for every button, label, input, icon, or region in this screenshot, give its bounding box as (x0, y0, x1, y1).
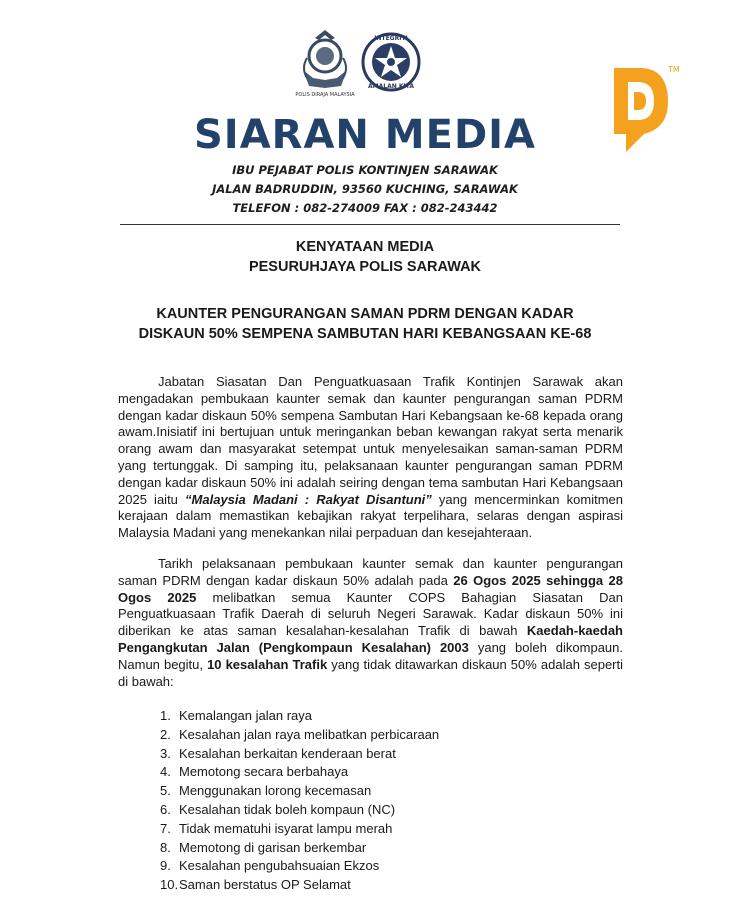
list-item: 1. Kemalangan jalan raya (160, 708, 312, 723)
logos (285, 28, 425, 98)
headline-line-1: KAUNTER PENGURANGAN SAMAN PDRM DENGAN KADAR (156, 306, 574, 322)
statement-subtitle: PESURUHJAYA POLIS SARAWAK (248, 259, 482, 275)
logo-left-caption: POLIS DIRAJA MALAYSIA (295, 92, 355, 98)
paragraph-2-text-a: Tarikh pelaksanaan pembukaan kaunter semak dan kaunter pengurangan saman PDRM dengan kadar diskaun 50% adalah pada (118, 556, 623, 588)
page-title: SIARAN MEDIA (194, 112, 536, 158)
list-item: 8. Memotong di garisan berkembar (160, 839, 367, 855)
list-item: 6. Kesalahan tidak boleh kompaun (NC) (160, 801, 396, 817)
list-item: 3. Kesalahan berkaitan kenderaan berat (160, 745, 396, 761)
pdrm-crest-logo (303, 30, 347, 88)
date-range: 26 Ogos 2025 sehingga 28 Ogos 2025 (118, 572, 624, 605)
list-item: 5. Menggunakan lorong kecemasan (160, 783, 372, 799)
headline-line-2: DISKAUN 50% SEMPENA SAMBUTAN HARI KEBANGSAAN KE-68 (138, 326, 592, 342)
address-line-3: TELEFON : 082-274009 FAX : 082-243442 (232, 201, 498, 215)
list-item: 4. Memotong secara berbahaya (160, 764, 349, 780)
address-line-2: JALAN BADRUDDIN, 93560 KUCHING, SARAWAK (212, 182, 518, 196)
logo-right-caption-top: INTEGRITI (374, 35, 408, 42)
logo-right-caption-bottom: AMALAN KITA (368, 83, 414, 90)
paragraph-2-text-b: melibatkan semua Kaunter COPS Bahagian Siasatan Dan Penguatkuasaan Trafik Daerah di seluruh Negeri Sarawak. Kadar diskaun 50% ini diberikan ke atas saman kesalahan-kesalahan Trafik di bawah (118, 589, 623, 639)
trademark-mark: TM (668, 65, 680, 74)
list-item: 2. Kesalahan jalan raya melibatkan perbicaraan (160, 726, 440, 742)
list-item: 10.Saman berstatus OP Selamat (160, 877, 351, 893)
list-item: 9. Kesalahan pengubahsuaian Ekzos (160, 858, 380, 874)
paragraph-2-text-c: yang boleh dikompaun. Namun begitu, (118, 639, 623, 672)
theme-text: “Malaysia Madani : Rakyat Disantuni” (185, 491, 432, 507)
list-item: 7. Tidak mematuhi isyarat lampu merah (160, 820, 393, 836)
paragraph-1-text-b: yang mencerminkan komitmen kerajaan dalam memastikan kebajikan rakyat terpelihara, selaras dengan aspirasi Malaysia Madani yang menekankan nilai perpaduan dan kesejahteraan. (118, 491, 623, 541)
paragraph-1-text-a: Jabatan Siasatan Dan Penguatkuasaan Trafik Kontinjen Sarawak akan mengadakan pembukaan kaunter semak dan kaunter pengurangan saman PDRM dengan kadar diskaun 50% sempena Sambutan Hari Kebangsaan ke-68 kepada orang awam.Inisiatif ini bertujuan untuk meringankan beban kewangan rakyat serta menarik orang awam dan masyarakat setempat untuk menyelesaikan saman-saman PDRM yang tertunggak. Di samping itu, pelaksanaan kaunter pengurangan saman PDRM dengan kadar diskaun 50% ini adalah seiring dengan tema sambutan Hari Kebangsaan 2025 iaitu (118, 374, 623, 507)
rules-reference: Kaedah-kaedah Pengangkutan Jalan (Pengkompaun Kesalahan) 2003 (118, 623, 623, 655)
offence-list (160, 707, 439, 895)
statement-title: KENYATAAN MEDIA (295, 239, 435, 255)
paragraph-2 (118, 556, 623, 690)
paragraph-2-text-d: yang tidak ditawarkan diskaun 50% adalah seperti di bawah: (118, 656, 623, 689)
offence-count: 10 kesalahan Trafik (207, 656, 328, 672)
address-line-1: IBU PEJABAT POLIS KONTINJEN SARAWAK (232, 163, 498, 177)
integriti-emblem-logo (363, 34, 419, 90)
header-divider (120, 224, 620, 225)
paragraph-1 (118, 374, 623, 542)
